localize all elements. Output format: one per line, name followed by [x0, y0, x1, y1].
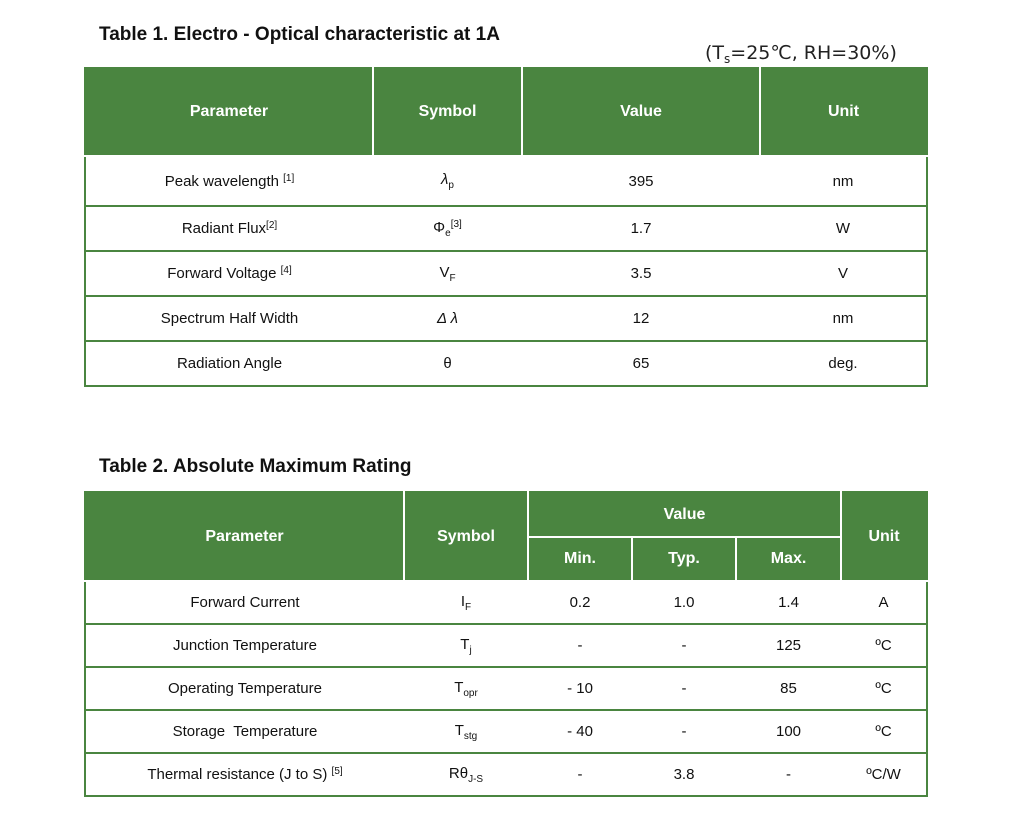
table1-title: Table 1. Electro - Optical characteristic at 1A — [99, 24, 500, 45]
unit-cell: nm — [760, 296, 927, 341]
unit-cell: W — [760, 206, 927, 251]
param-cell: Forward Voltage [4] — [85, 251, 373, 296]
unit-cell: ºC/W — [841, 753, 927, 796]
min-cell: - — [528, 753, 632, 796]
typ-cell: - — [632, 667, 736, 710]
symbol-cell: $V_F$ — [373, 251, 522, 296]
table-row — [85, 581, 927, 624]
header-typ: Typ. — [632, 537, 736, 581]
max-cell: 100 — [736, 710, 841, 753]
param-cell: Radiation Angle — [85, 341, 373, 386]
header-parameter: Parameter — [85, 492, 404, 581]
value-cell: 65 — [522, 341, 760, 386]
unit-cell: deg. — [760, 341, 927, 386]
symbol-cell: $T_j$ — [404, 624, 528, 667]
unit-cell: A — [841, 581, 927, 624]
symbol-cell: $\lambda_p$ — [373, 156, 522, 206]
value-cell: 3.5 — [522, 251, 760, 296]
unit-cell: ºC — [841, 710, 927, 753]
unit-cell: nm — [760, 156, 927, 206]
table-row — [85, 341, 927, 386]
header-value: Value — [522, 68, 760, 156]
table-row — [85, 156, 927, 206]
min-cell: - 40 — [528, 710, 632, 753]
param-cell: Operating Temperature — [85, 667, 404, 710]
symbol-cell: θ — [373, 341, 522, 386]
value-cell: 12 — [522, 296, 760, 341]
unit-cell: V — [760, 251, 927, 296]
table2-title: Table 2. Absolute Maximum Rating — [99, 456, 412, 477]
table-row — [85, 624, 927, 667]
param-cell: Junction Temperature — [85, 624, 404, 667]
typ-cell: 1.0 — [632, 581, 736, 624]
min-cell: - — [528, 624, 632, 667]
symbol-cell: $R\theta_{J-S}$ — [404, 753, 528, 796]
min-cell: 0.2 — [528, 581, 632, 624]
symbol-cell: Δ λ — [373, 296, 522, 341]
header-unit: Unit — [760, 68, 927, 156]
symbol-cell: $T_{opr}$ — [404, 667, 528, 710]
param-cell: Peak wavelength [1] — [85, 156, 373, 206]
electro-optical-table — [84, 67, 928, 387]
unit-cell: ºC — [841, 624, 927, 667]
symbol-cell: $I_F$ — [404, 581, 528, 624]
header-symbol: Symbol — [404, 492, 528, 581]
header-max: Max. — [736, 537, 841, 581]
header-parameter: Parameter — [85, 68, 373, 156]
unit-cell: ºC — [841, 667, 927, 710]
param-cell: Thermal resistance (J to S) [5] — [85, 753, 404, 796]
table-row — [85, 296, 927, 341]
param-cell: Forward Current — [85, 581, 404, 624]
table-row — [85, 206, 927, 251]
value-cell: 395 — [522, 156, 760, 206]
symbol-cell: $T_{stg}$ — [404, 710, 528, 753]
absolute-maximum-rating-table — [84, 491, 928, 797]
typ-cell: 3.8 — [632, 753, 736, 796]
table-row — [85, 753, 927, 796]
typ-cell: - — [632, 624, 736, 667]
table-row — [85, 710, 927, 753]
max-cell: 125 — [736, 624, 841, 667]
table-row — [85, 667, 927, 710]
max-cell: 85 — [736, 667, 841, 710]
max-cell: - — [736, 753, 841, 796]
param-cell: Radiant Flux[2] — [85, 206, 373, 251]
header-value: Value — [528, 492, 841, 537]
symbol-cell: $\Phi_e[3]$ — [373, 206, 522, 251]
value-cell: 1.7 — [522, 206, 760, 251]
typ-cell: - — [632, 710, 736, 753]
header-unit: Unit — [841, 492, 927, 581]
table1-conditions: ($T_s=25℃$, RH=30%) — [705, 42, 897, 66]
min-cell: - 10 — [528, 667, 632, 710]
param-cell: Spectrum Half Width — [85, 296, 373, 341]
header-min: Min. — [528, 537, 632, 581]
header-symbol: Symbol — [373, 68, 522, 156]
table-row — [85, 251, 927, 296]
param-cell: Storage Temperature — [85, 710, 404, 753]
max-cell: 1.4 — [736, 581, 841, 624]
